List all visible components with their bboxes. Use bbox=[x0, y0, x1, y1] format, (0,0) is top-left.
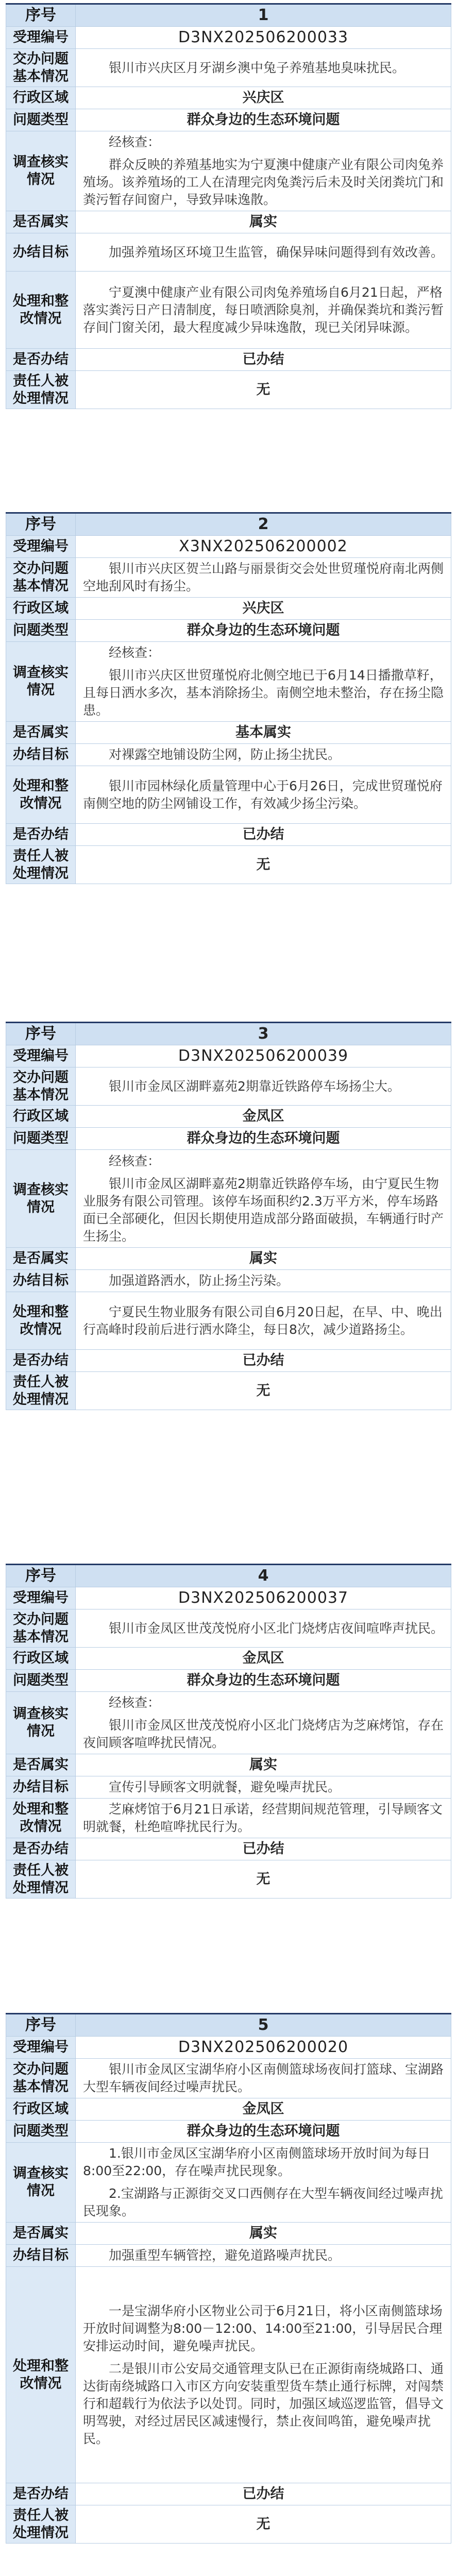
value-goal bbox=[76, 233, 451, 272]
type-text: 群众身边的生态环境问题 bbox=[187, 622, 340, 638]
row-verified bbox=[6, 722, 451, 744]
district-text: 金凤区 bbox=[242, 1650, 284, 1666]
row-closed bbox=[6, 824, 451, 846]
row-goal bbox=[6, 1776, 451, 1799]
value-investigation bbox=[76, 1692, 451, 1754]
record-table-4 bbox=[6, 1564, 451, 1899]
label-issue: 交办问题基本情况 bbox=[6, 49, 76, 87]
label-rectification: 处理和整改情况 bbox=[6, 766, 76, 824]
value-code bbox=[76, 2037, 451, 2059]
label-type: 问题类型 bbox=[6, 1670, 76, 1692]
code-text: X3NX202506200002 bbox=[179, 537, 348, 555]
label-investigation: 调查核实情况 bbox=[6, 1692, 76, 1754]
goal-text: 加强养殖场区环境卫生监管，确保异味问题得到有效改善。 bbox=[109, 244, 444, 260]
accountability-text: 无 bbox=[256, 381, 270, 398]
value-accountability bbox=[76, 1372, 451, 1410]
label-issue: 交办问题基本情况 bbox=[6, 558, 76, 598]
label-code: 受理编号 bbox=[6, 536, 76, 558]
seq-text: 5 bbox=[258, 2016, 269, 2034]
investigation-paragraph: 2.宝湖路与正源街交叉口西侧存在大型车辆夜间经过噪声扰民现象。 bbox=[83, 2186, 443, 2218]
row-investigation bbox=[6, 131, 451, 211]
accountability-text: 无 bbox=[256, 1871, 270, 1887]
code-text: D3NX202506200037 bbox=[178, 1589, 349, 1607]
row-issue bbox=[6, 558, 451, 598]
row-investigation bbox=[6, 2143, 451, 2223]
record-table bbox=[6, 1564, 451, 1899]
label-verified: 是否属实 bbox=[6, 211, 76, 233]
row-district bbox=[6, 1106, 451, 1128]
value-accountability bbox=[76, 846, 451, 884]
row-verified bbox=[6, 1248, 451, 1270]
value-closed bbox=[76, 1838, 451, 1860]
seq-text: 3 bbox=[258, 1025, 269, 1043]
row-type bbox=[6, 2121, 451, 2143]
row-issue bbox=[6, 49, 451, 87]
row-district bbox=[6, 598, 451, 620]
record-table-3 bbox=[6, 1022, 451, 1410]
row-district bbox=[6, 1648, 451, 1670]
record-table bbox=[6, 3, 451, 409]
value-closed bbox=[76, 349, 451, 371]
row-investigation bbox=[6, 1150, 451, 1248]
closed-text: 已办结 bbox=[242, 826, 284, 842]
value-investigation bbox=[76, 1150, 451, 1248]
row-goal bbox=[6, 233, 451, 272]
value-accountability bbox=[76, 1860, 451, 1899]
value-issue bbox=[76, 2059, 451, 2098]
issue-text: 银川市兴庆区月牙湖乡澳中兔子养殖基地臭味扰民。 bbox=[109, 60, 405, 75]
row-issue bbox=[6, 1609, 451, 1648]
value-type bbox=[76, 2121, 451, 2143]
value-closed bbox=[76, 2483, 451, 2505]
label-type: 问题类型 bbox=[6, 620, 76, 642]
row-type bbox=[6, 109, 451, 131]
value-type bbox=[76, 109, 451, 131]
value-goal bbox=[76, 1270, 451, 1292]
row-accountability bbox=[6, 1860, 451, 1899]
record-table bbox=[6, 512, 451, 884]
value-rectification bbox=[76, 1292, 451, 1350]
row-code bbox=[6, 1045, 451, 1067]
seq-text: 2 bbox=[258, 515, 269, 533]
row-verified bbox=[6, 1754, 451, 1776]
record-table-5 bbox=[6, 2013, 451, 2544]
verified-text: 属实 bbox=[249, 214, 277, 230]
type-text: 群众身边的生态环境问题 bbox=[187, 1130, 340, 1146]
label-district: 行政区域 bbox=[6, 1106, 76, 1128]
label-rectification: 处理和整改情况 bbox=[6, 1292, 76, 1350]
code-text: D3NX202506200020 bbox=[178, 2038, 349, 2056]
value-investigation bbox=[76, 2143, 451, 2223]
investigation-paragraph: 群众反映的养殖基地实为宁夏澳中健康产业有限公司肉兔养殖场。该养殖场的工人在清理完肉兔粪污后未及时关闭粪坑门和粪污暂存间窗户，导致异味逸散。 bbox=[83, 157, 444, 207]
row-type bbox=[6, 620, 451, 642]
value-type bbox=[76, 1670, 451, 1692]
accountability-text: 无 bbox=[256, 856, 270, 873]
value-seq bbox=[76, 2014, 451, 2037]
row-seq bbox=[6, 2014, 451, 2037]
value-code bbox=[76, 1587, 451, 1609]
label-rectification: 处理和整改情况 bbox=[6, 1799, 76, 1838]
value-seq bbox=[76, 513, 451, 536]
label-accountability: 责任人被处理情况 bbox=[6, 2505, 76, 2544]
label-seq: 序号 bbox=[6, 513, 76, 536]
value-verified bbox=[76, 722, 451, 744]
row-accountability bbox=[6, 1372, 451, 1410]
verified-text: 基本属实 bbox=[235, 724, 291, 740]
row-district bbox=[6, 2098, 451, 2121]
closed-text: 已办结 bbox=[242, 2486, 284, 2502]
seq-text: 1 bbox=[258, 6, 269, 24]
rectification-paragraph: 宁夏民生物业服务有限公司自6月20日起，在早、中、晚出行高峰时段前后进行洒水降尘，每日8次，减少道路扬尘。 bbox=[83, 1304, 443, 1337]
row-seq bbox=[6, 4, 451, 27]
row-code bbox=[6, 1587, 451, 1609]
value-seq bbox=[76, 4, 451, 27]
label-investigation: 调查核实情况 bbox=[6, 1150, 76, 1248]
value-goal bbox=[76, 744, 451, 766]
closed-text: 已办结 bbox=[242, 1841, 284, 1857]
label-investigation: 调查核实情况 bbox=[6, 131, 76, 211]
value-issue bbox=[76, 49, 451, 87]
label-goal: 办结目标 bbox=[6, 2245, 76, 2267]
label-district: 行政区域 bbox=[6, 598, 76, 620]
goal-text: 对裸露空地铺设防尘网，防止扬尘扰民。 bbox=[109, 747, 341, 762]
goal-text: 加强道路洒水，防止扬尘污染。 bbox=[109, 1273, 290, 1288]
value-code bbox=[76, 1045, 451, 1067]
rectification-paragraph: 宁夏澳中健康产业有限公司肉兔养殖场自6月21日起，严格落实粪污日产日清制度，每日喷洒除臭剂，并确保粪坑和粪污暂存间门窗关闭，最大程度减少异味逸散，现已关闭异味源。 bbox=[83, 284, 444, 335]
row-seq bbox=[6, 1023, 451, 1045]
value-goal bbox=[76, 1776, 451, 1799]
value-issue bbox=[76, 558, 451, 598]
district-text: 金凤区 bbox=[242, 1108, 284, 1124]
record-table bbox=[6, 2013, 451, 2544]
row-rectification bbox=[6, 2267, 451, 2483]
value-district bbox=[76, 598, 451, 620]
investigation-paragraph: 经核查： bbox=[109, 1695, 161, 1710]
verified-text: 属实 bbox=[249, 1250, 277, 1266]
value-verified bbox=[76, 2223, 451, 2245]
investigation-paragraph: 银川市金凤区世茂茂悦府小区北门烧烤店为芝麻烤馆，存在夜间顾客喧哗扰民情况。 bbox=[83, 1718, 444, 1750]
value-district bbox=[76, 87, 451, 109]
row-verified bbox=[6, 2223, 451, 2245]
label-closed: 是否办结 bbox=[6, 824, 76, 846]
issue-text: 银川市金凤区湖畔嘉苑2期靠近铁路停车场扬尘大。 bbox=[109, 1078, 400, 1094]
label-verified: 是否属实 bbox=[6, 2223, 76, 2245]
value-accountability bbox=[76, 371, 451, 409]
label-closed: 是否办结 bbox=[6, 2483, 76, 2505]
value-issue bbox=[76, 1609, 451, 1648]
label-code: 受理编号 bbox=[6, 1587, 76, 1609]
row-issue bbox=[6, 1067, 451, 1106]
value-closed bbox=[76, 824, 451, 846]
label-seq: 序号 bbox=[6, 1023, 76, 1045]
seq-text: 4 bbox=[258, 1567, 269, 1585]
label-verified: 是否属实 bbox=[6, 1754, 76, 1776]
row-verified bbox=[6, 211, 451, 233]
verified-text: 属实 bbox=[249, 1757, 277, 1773]
label-accountability: 责任人被处理情况 bbox=[6, 371, 76, 409]
code-text: D3NX202506200033 bbox=[178, 28, 349, 46]
investigation-paragraph: 银川市金凤区湖畔嘉苑2期靠近铁路停车场，由宁夏民生物业服务有限公司管理。该停车场面积约2.3万平方米，停车场路面已全部硬化，但因长期使用造成部分路面破损，车辆通行时产生扬尘。 bbox=[83, 1176, 444, 1244]
label-goal: 办结目标 bbox=[6, 233, 76, 272]
rectification-paragraph: 一是宝湖华府小区物业公司于6月21日，将小区南侧篮球场开放时间调整为8:00－12:00、14:00至21:00，引导居民合理安排运动时间，避免噪声扰民。 bbox=[83, 2303, 443, 2353]
value-rectification bbox=[76, 2267, 451, 2483]
value-type bbox=[76, 1128, 451, 1150]
row-seq bbox=[6, 1565, 451, 1587]
investigation-paragraph: 1.银川市金凤区宝湖华府小区南侧篮球场开放时间为每日8:00至22:00，存在噪声扰民现象。 bbox=[83, 2146, 430, 2178]
district-text: 兴庆区 bbox=[242, 600, 284, 616]
label-district: 行政区域 bbox=[6, 87, 76, 109]
row-code bbox=[6, 536, 451, 558]
district-text: 金凤区 bbox=[242, 2101, 284, 2117]
label-type: 问题类型 bbox=[6, 109, 76, 131]
row-district bbox=[6, 87, 451, 109]
row-closed bbox=[6, 1838, 451, 1860]
row-goal bbox=[6, 2245, 451, 2267]
value-verified bbox=[76, 1248, 451, 1270]
label-seq: 序号 bbox=[6, 1565, 76, 1587]
row-issue bbox=[6, 2059, 451, 2098]
label-issue: 交办问题基本情况 bbox=[6, 1067, 76, 1106]
value-closed bbox=[76, 1350, 451, 1372]
row-closed bbox=[6, 2483, 451, 2505]
value-seq bbox=[76, 1023, 451, 1045]
value-code bbox=[76, 27, 451, 49]
row-type bbox=[6, 1670, 451, 1692]
value-issue bbox=[76, 1067, 451, 1106]
value-seq bbox=[76, 1565, 451, 1587]
label-code: 受理编号 bbox=[6, 2037, 76, 2059]
value-district bbox=[76, 1648, 451, 1670]
investigation-paragraph: 经核查： bbox=[109, 1153, 161, 1168]
type-text: 群众身边的生态环境问题 bbox=[187, 2123, 340, 2139]
row-code bbox=[6, 2037, 451, 2059]
row-rectification bbox=[6, 1799, 451, 1838]
row-type bbox=[6, 1128, 451, 1150]
label-type: 问题类型 bbox=[6, 1128, 76, 1150]
label-type: 问题类型 bbox=[6, 2121, 76, 2143]
label-verified: 是否属实 bbox=[6, 722, 76, 744]
label-accountability: 责任人被处理情况 bbox=[6, 846, 76, 884]
value-verified bbox=[76, 1754, 451, 1776]
value-verified bbox=[76, 211, 451, 233]
row-goal bbox=[6, 1270, 451, 1292]
label-investigation: 调查核实情况 bbox=[6, 2143, 76, 2223]
label-rectification: 处理和整改情况 bbox=[6, 272, 76, 349]
label-rectification: 处理和整改情况 bbox=[6, 2267, 76, 2483]
district-text: 兴庆区 bbox=[242, 90, 284, 106]
row-goal bbox=[6, 744, 451, 766]
code-text: D3NX202506200039 bbox=[178, 1047, 349, 1065]
row-closed bbox=[6, 349, 451, 371]
issue-text: 银川市金凤区宝湖华府小区南侧篮球场夜间打篮球、宝湖路大型车辆夜间经过噪声扰民。 bbox=[83, 2062, 444, 2094]
label-district: 行政区域 bbox=[6, 1648, 76, 1670]
issue-text: 银川市兴庆区贺兰山路与丽景街交会处世贸瑾悦府南北两侧空地刮风时有扬尘。 bbox=[83, 561, 444, 594]
issue-text: 银川市金凤区世茂茂悦府小区北门烧烤店夜间喧哗声扰民。 bbox=[109, 1620, 444, 1636]
label-verified: 是否属实 bbox=[6, 1248, 76, 1270]
label-closed: 是否办结 bbox=[6, 1350, 76, 1372]
accountability-text: 无 bbox=[256, 2516, 270, 2532]
row-rectification bbox=[6, 766, 451, 824]
label-accountability: 责任人被处理情况 bbox=[6, 1860, 76, 1899]
rectification-paragraph: 银川市园林绿化质量管理中心于6月26日，完成世贸瑾悦府南侧空地的防尘网铺设工作，有效减少扬尘污染。 bbox=[83, 778, 443, 811]
row-code bbox=[6, 27, 451, 49]
value-accountability bbox=[76, 2505, 451, 2544]
rectification-paragraph: 芝麻烤馆于6月21日承诺，经营期间规范管理，引导顾客文明就餐，杜绝喧哗扰民行为。 bbox=[83, 1802, 443, 1834]
value-rectification bbox=[76, 272, 451, 349]
accountability-text: 无 bbox=[256, 1382, 270, 1399]
value-code bbox=[76, 536, 451, 558]
label-district: 行政区域 bbox=[6, 2098, 76, 2121]
label-goal: 办结目标 bbox=[6, 1270, 76, 1292]
verified-text: 属实 bbox=[249, 2225, 277, 2241]
row-closed bbox=[6, 1350, 451, 1372]
value-district bbox=[76, 1106, 451, 1128]
investigation-paragraph: 经核查： bbox=[109, 134, 161, 149]
label-issue: 交办问题基本情况 bbox=[6, 2059, 76, 2098]
label-seq: 序号 bbox=[6, 4, 76, 27]
label-goal: 办结目标 bbox=[6, 744, 76, 766]
label-seq: 序号 bbox=[6, 2014, 76, 2037]
row-rectification bbox=[6, 272, 451, 349]
record-table bbox=[6, 1022, 451, 1410]
row-rectification bbox=[6, 1292, 451, 1350]
row-seq bbox=[6, 513, 451, 536]
label-code: 受理编号 bbox=[6, 1045, 76, 1067]
label-goal: 办结目标 bbox=[6, 1776, 76, 1799]
value-rectification bbox=[76, 766, 451, 824]
rectification-paragraph: 二是银川市公安局交通管理支队已在正源街南绕城路口、通达街南绕城路口入市区方向安装重型货车禁止通行标牌，对闯禁行和超载行为依法予以处罚。同时，加强区域巡逻监管，倡导文明驾驶，对经过居民区减速慢行，禁止夜间鸣笛，避免噪声扰民。 bbox=[83, 2361, 444, 2446]
investigation-paragraph: 银川市兴庆区世贸瑾悦府北侧空地已于6月14日播撒草籽，且每日洒水多次，基本消除扬尘。南侧空地未整治，存在扬尘隐患。 bbox=[83, 668, 444, 718]
row-accountability bbox=[6, 2505, 451, 2544]
type-text: 群众身边的生态环境问题 bbox=[187, 112, 340, 128]
label-code: 受理编号 bbox=[6, 27, 76, 49]
value-type bbox=[76, 620, 451, 642]
row-investigation bbox=[6, 642, 451, 722]
record-table-1 bbox=[6, 3, 451, 409]
value-rectification bbox=[76, 1799, 451, 1838]
closed-text: 已办结 bbox=[242, 351, 284, 367]
label-accountability: 责任人被处理情况 bbox=[6, 1372, 76, 1410]
label-closed: 是否办结 bbox=[6, 1838, 76, 1860]
row-investigation bbox=[6, 1692, 451, 1754]
goal-text: 宣传引导顾客文明就餐，避免噪声扰民。 bbox=[109, 1780, 341, 1794]
label-issue: 交办问题基本情况 bbox=[6, 1609, 76, 1648]
row-accountability bbox=[6, 846, 451, 884]
value-investigation bbox=[76, 131, 451, 211]
closed-text: 已办结 bbox=[242, 1352, 284, 1368]
type-text: 群众身边的生态环境问题 bbox=[187, 1672, 340, 1688]
value-investigation bbox=[76, 642, 451, 722]
value-district bbox=[76, 2098, 451, 2121]
goal-text: 加强重型车辆管控，避免道路噪声扰民。 bbox=[109, 2248, 341, 2263]
investigation-paragraph: 经核查： bbox=[109, 645, 161, 660]
label-closed: 是否办结 bbox=[6, 349, 76, 371]
record-table-2 bbox=[6, 512, 451, 884]
value-goal bbox=[76, 2245, 451, 2267]
row-accountability bbox=[6, 371, 451, 409]
label-investigation: 调查核实情况 bbox=[6, 642, 76, 722]
